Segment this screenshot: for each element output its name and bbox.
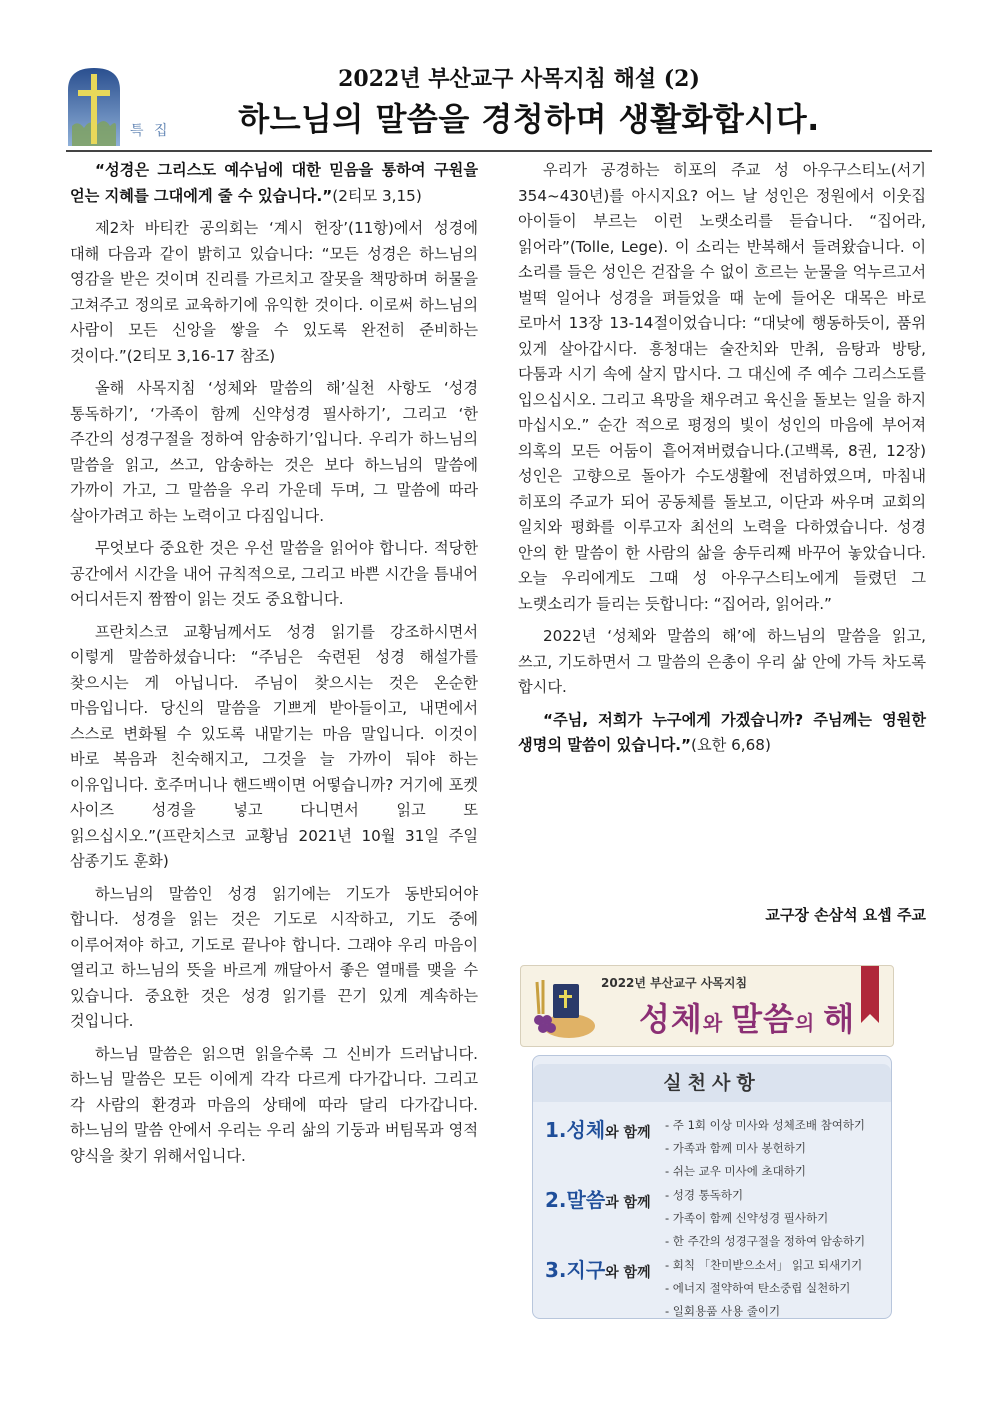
practice-group-suffix: 와 함께 [605,1265,651,1281]
banner-word-4: 의 [794,1011,824,1035]
practice-item: - 일회용품 사용 줄이기 [665,1304,781,1318]
practice-panel [532,1055,892,1319]
left-column [70,158,478,1176]
practice-group-heading [545,1254,651,1283]
paragraph-text: 2022년 ‘성체와 말씀의 해’에 하느님의 말씀을 읽고, 쓰고, 기도하면서 그 말씀의 은총이 우리 삶 안에 가득 차도록 합시다. [518,627,926,696]
paragraph-text: 하느님 말씀은 읽으면 읽을수록 그 신비가 드러납니다. 하느님 말씀은 모든 이에게 각각 다르게 다가갑니다. 그리고 각 사람의 환경과 마음의 상태에 따라 달리 다가갑니다. 하느님의 말씀 안에서 우리는 우리 삶의 기둥과 버팀목과 영적 양식을 찾기 위해서입니다. [70,1044,478,1165]
paragraph [70,376,478,529]
page-header [66,62,932,152]
page-title: 하느님의 말씀을 경청하며 생활화합시다. [238,100,820,138]
practice-group-num: 1. [545,1118,567,1142]
paragraph-text: 무엇보다 중요한 것은 우선 말씀을 읽어야 합니다. 적당한 공간에서 시간을 내어 규칙적으로, 그리고 바쁜 시간을 틈내어 어디서든지 짬짬이 읽는 것도 중요합니다. [70,539,478,608]
right-column [518,158,926,766]
practice-item: - 에너지 절약하여 탄소중립 실천하기 [665,1281,851,1295]
practice-group-suffix: 과 함께 [605,1195,651,1211]
paragraph [518,158,926,617]
banner-word-5: 해 [823,1000,856,1038]
practice-item: - 가족이 함께 신약성경 필사하기 [665,1211,829,1225]
practice-group-heading [545,1184,651,1213]
practice-title: 실천사항 [533,1064,891,1102]
paragraph [70,216,478,369]
banner-word-1: 성체 [639,1000,703,1038]
section-label: 특 집 [130,123,171,139]
practice-group-num: 2. [545,1188,567,1212]
practice-group-head: 성체 [566,1118,606,1142]
paragraph-text: (2티모 3,15) [332,186,422,205]
practice-group-num: 3. [545,1258,567,1282]
banner-header [520,965,894,1047]
practice-item: - 회칙 「찬미받으소서」 읽고 되새기기 [665,1258,863,1272]
banner-big-title [639,994,855,1040]
page-subtitle: 2022년 부산교구 사목지침 해설 (2) [338,66,700,92]
paragraph-text: 프란치스코 교황님께서도 성경 읽기를 강조하시면서 이렇게 말씀하셨습니다: “주님은 숙련된 성경 해설가를 찾으시는 게 아닙니다. 주님이 찾으시는 것은 온순한 마음입니다. 당신의 말씀을 기쁘게 받아들이고, 내면에서 스스로 변화될 수 있도록 내맡기는 마음 말입니다. 이것이 바로 복음과 친숙해지고, 그것을 늘 가까이 둬야 하는 이유입니다. 호주머니나 핸드백이면 어떻습니까? 거기에 포켓 사이즈 성경을 넣고 다니면서 읽고 또 읽으십시오.”(프란치스코 교황님 2021년 10월 31일 주일 삼종기도 훈화) [70,622,478,870]
practice-group-head: 지구 [566,1258,606,1282]
practice-item: - 가족과 함께 미사 봉헌하기 [665,1141,806,1155]
paragraph-text: 하느님의 말씀인 성경 읽기에는 기도가 동반되어야 합니다. 성경을 읽는 것은 기도로 시작하고, 기도 중에 이루어져야 하고, 기도로 끝나야 합니다. 그래야 우리 마음이 열리고 하느님의 뜻을 바르게 깨달아서 좋은 열매를 맺을 수 있습니다. 중요한 것은 성경 읽기를 끈기 있게 계속하는 것입니다. [70,884,478,1030]
paragraph-text: 제2차 바티칸 공의회는 ‘계시 헌장’(11항)에서 성경에 대해 다음과 같이 밝히고 있습니다: “모든 성경은 하느님의 영감을 받은 것이며 진리를 가르치고 잘못을 책망하며 허물을 고쳐주고 정의로 교육하기에 유익한 것이다. 이로써 하느님의 사람이 모든 신앙을 쌓을 수 있도록 완전히 준비하는 것이다.”(2티모 3,16-17 참조) [70,219,478,365]
practice-item: - 성경 통독하기 [665,1188,744,1202]
paragraph [70,158,478,209]
paragraph [70,536,478,613]
practice-group-head: 말씀 [566,1188,606,1212]
quote-text: “성경은 그리스도 예수님에 대한 믿음을 통하여 구원을 얻는 지혜를 그대에게 줄 수 있습니다.” [70,161,478,205]
bookmark-ribbon [861,966,879,1014]
practice-group-suffix: 와 함께 [605,1125,651,1141]
practice-items [665,1254,895,1323]
quote-text: “주님, 저희가 누구에게 가겠습니까? 주님께는 영원한 생명의 말씀이 있습니다.” [518,710,926,754]
practice-items [665,1114,895,1183]
paragraph [70,620,478,875]
paragraph-text: (요한 6,68) [691,736,771,754]
practice-item: - 한 주간의 성경구절을 정하여 암송하기 [665,1234,866,1248]
signature: 교구장 손삼석 요셉 주교 [765,906,926,924]
pastoral-banner [520,965,895,1320]
paragraph [518,708,926,759]
bible-bread-grapes-icon [529,976,599,1040]
banner-small-title: 2022년 부산교구 사목지침 [601,976,748,990]
paragraph [70,882,478,1035]
practice-item: - 쉬는 교우 미사에 초대하기 [665,1164,806,1178]
practice-items [665,1184,895,1253]
practice-item: - 주 1회 이상 미사와 성체조배 참여하기 [665,1118,866,1132]
banner-word-3: 말씀 [731,1000,795,1038]
paragraph-text: 우리가 공경하는 히포의 주교 성 아우구스티노(서기 354~430년)를 아시지요? 어느 날 성인은 정원에서 이웃집 아이들이 부르는 이런 노랫소리를 듣습니다. “집어라, 읽어라”(Tolle, Lege). 이 소리는 반복해서 들려왔습니다. 이 소리를 들은 성인은 걷잡을 수 없이 흐르는 눈물을 억누르고서 벌떡 일어나 성경을 펴들었을 때 눈에 들어온 대목은 바로 로마서 13장 13-14절이었습니다: “대낮에 행동하듯이, 품위 있게 살아갑시다. 흥청대는 술잔치와 만취, 음탕과 방탕, 다툼과 시기 속에 살지 맙시다. 그 대신에 주 예수 그리스도를 입으십시오. 그리고 욕망을 채우려고 육신을 돌보는 일을 하지 마십시오.” 순간 적으로 평정의 빛이 성인의 마음에 부어져 의혹의 모든 어둠이 흩어져버렸습니다.(고백록, 8권, 12장) 성인은 고향으로 돌아가 수도생활에 전념하였으며, 마침내 히포의 주교가 되어 공동체를 돌보고, 이단과 싸우며 교회의 일치와 평화를 이루고자 최선의 노력을 다하였습니다. 성경 안의 한 말씀이 한 사람의 삶을 송두리째 바꾸어 놓았습니다. 오늘 우리에게도 그때 성 아우구스티노에게 들렸던 그 노랫소리가 들리는 듯합니다: “집어라, 읽어라.” [518,161,926,613]
paragraph-text: 올해 사목지침 ‘성체와 말씀의 해’실천 사항도 ‘성경 통독하기’, ‘가족이 함께 신약성경 필사하기’, 그리고 ‘한 주간의 성경구절을 정하여 암송하기’입니다. 우리가 하느님의 말씀을 읽고, 쓰고, 암송하는 것은 보다 하느님의 말씀에 가까이 가고, 그 말씀을 우리 가운데 두며, 그 말씀에 따라 살아가려고 하는 노력이고 다짐입니다. [70,379,478,525]
banner-word-2: 와 [702,1011,732,1035]
practice-group-heading [545,1114,651,1143]
header-divider [66,150,932,152]
paragraph [518,624,926,701]
paragraph [70,1042,478,1170]
